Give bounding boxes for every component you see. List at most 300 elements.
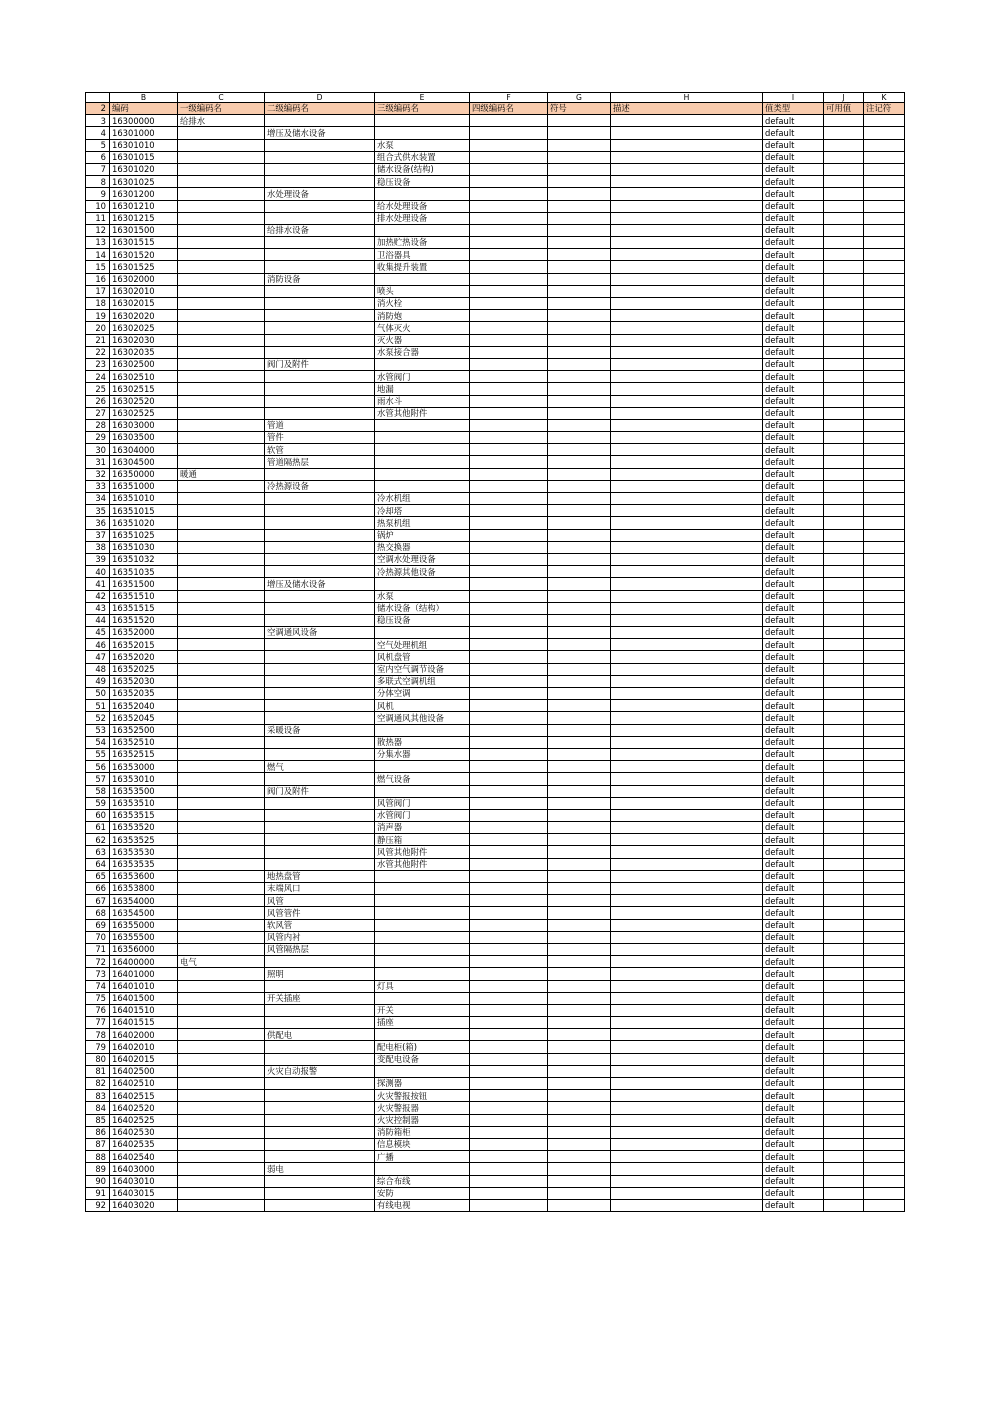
description-cell[interactable] [611, 322, 763, 334]
symbol-cell[interactable] [548, 639, 611, 651]
level2-name-cell[interactable] [265, 493, 375, 505]
value-type-cell[interactable]: default [763, 529, 824, 541]
code-cell[interactable]: 16302510 [110, 371, 178, 383]
annotation-cell[interactable] [864, 151, 905, 163]
available-values-cell[interactable] [824, 541, 864, 553]
level3-name-cell[interactable]: 空调通风其他设备 [375, 712, 470, 724]
level3-name-cell[interactable] [375, 444, 470, 456]
level4-name-cell[interactable] [470, 1017, 548, 1029]
level2-name-cell[interactable] [265, 736, 375, 748]
annotation-cell[interactable] [864, 956, 905, 968]
row-number[interactable]: 24 [86, 371, 110, 383]
symbol-cell[interactable] [548, 237, 611, 249]
level2-name-cell[interactable] [265, 541, 375, 553]
annotation-cell[interactable] [864, 468, 905, 480]
level3-name-cell[interactable] [375, 943, 470, 955]
row-number[interactable]: 89 [86, 1163, 110, 1175]
level1-name-cell[interactable] [178, 1078, 265, 1090]
level2-name-cell[interactable] [265, 1053, 375, 1065]
annotation-cell[interactable] [864, 444, 905, 456]
available-values-cell[interactable] [824, 590, 864, 602]
symbol-cell[interactable] [548, 761, 611, 773]
description-cell[interactable] [611, 566, 763, 578]
level2-name-cell[interactable]: 地热盘管 [265, 870, 375, 882]
column-letter-j[interactable]: J [824, 93, 864, 103]
annotation-cell[interactable] [864, 383, 905, 395]
symbol-cell[interactable] [548, 273, 611, 285]
level4-name-cell[interactable] [470, 590, 548, 602]
level4-name-cell[interactable] [470, 468, 548, 480]
available-values-cell[interactable] [824, 151, 864, 163]
level2-name-cell[interactable] [265, 139, 375, 151]
available-values-cell[interactable] [824, 1163, 864, 1175]
level4-name-cell[interactable] [470, 639, 548, 651]
available-values-cell[interactable] [824, 285, 864, 297]
available-values-cell[interactable] [824, 480, 864, 492]
value-type-cell[interactable]: default [763, 298, 824, 310]
available-values-cell[interactable] [824, 493, 864, 505]
value-type-cell[interactable]: default [763, 553, 824, 565]
symbol-cell[interactable] [548, 748, 611, 760]
symbol-cell[interactable] [548, 931, 611, 943]
description-cell[interactable] [611, 700, 763, 712]
level3-name-cell[interactable] [375, 919, 470, 931]
level4-name-cell[interactable] [470, 480, 548, 492]
available-values-cell[interactable] [824, 334, 864, 346]
level3-name-cell[interactable]: 水管阀门 [375, 809, 470, 821]
level4-name-cell[interactable] [470, 883, 548, 895]
symbol-cell[interactable] [548, 895, 611, 907]
symbol-cell[interactable] [548, 139, 611, 151]
column-letter-c[interactable]: C [178, 93, 265, 103]
description-cell[interactable] [611, 553, 763, 565]
level4-name-cell[interactable] [470, 1102, 548, 1114]
level4-name-cell[interactable] [470, 736, 548, 748]
value-type-cell[interactable]: default [763, 895, 824, 907]
level1-name-cell[interactable]: 暖通 [178, 468, 265, 480]
annotation-cell[interactable] [864, 943, 905, 955]
description-cell[interactable] [611, 200, 763, 212]
row-number[interactable]: 87 [86, 1138, 110, 1150]
value-type-cell[interactable]: default [763, 639, 824, 651]
level3-name-cell[interactable]: 热交换器 [375, 541, 470, 553]
description-cell[interactable] [611, 444, 763, 456]
annotation-cell[interactable] [864, 639, 905, 651]
row-number[interactable]: 3 [86, 115, 110, 127]
level2-name-cell[interactable] [265, 237, 375, 249]
value-type-cell[interactable]: default [763, 273, 824, 285]
row-number[interactable]: 15 [86, 261, 110, 273]
available-values-cell[interactable] [824, 968, 864, 980]
value-type-cell[interactable]: default [763, 980, 824, 992]
level2-name-cell[interactable] [265, 809, 375, 821]
row-number[interactable]: 19 [86, 310, 110, 322]
code-cell[interactable]: 16353010 [110, 773, 178, 785]
level1-name-cell[interactable] [178, 346, 265, 358]
available-values-cell[interactable] [824, 809, 864, 821]
description-cell[interactable] [611, 761, 763, 773]
level3-name-cell[interactable]: 空气处理机组 [375, 639, 470, 651]
description-cell[interactable] [611, 176, 763, 188]
level4-name-cell[interactable] [470, 614, 548, 626]
symbol-cell[interactable] [548, 1138, 611, 1150]
level4-name-cell[interactable] [470, 334, 548, 346]
available-values-cell[interactable] [824, 322, 864, 334]
level3-name-cell[interactable] [375, 956, 470, 968]
value-type-cell[interactable]: default [763, 1151, 824, 1163]
symbol-cell[interactable] [548, 980, 611, 992]
header-level4-name[interactable]: 四级编码名 [470, 103, 548, 115]
level3-name-cell[interactable]: 水管其他附件 [375, 858, 470, 870]
available-values-cell[interactable] [824, 797, 864, 809]
row-number[interactable]: 51 [86, 700, 110, 712]
level4-name-cell[interactable] [470, 419, 548, 431]
description-cell[interactable] [611, 298, 763, 310]
annotation-cell[interactable] [864, 553, 905, 565]
row-number[interactable]: 56 [86, 761, 110, 773]
level4-name-cell[interactable] [470, 1053, 548, 1065]
level4-name-cell[interactable] [470, 566, 548, 578]
level2-name-cell[interactable] [265, 505, 375, 517]
symbol-cell[interactable] [548, 176, 611, 188]
level1-name-cell[interactable] [178, 200, 265, 212]
level1-name-cell[interactable] [178, 943, 265, 955]
row-number[interactable]: 64 [86, 858, 110, 870]
value-type-cell[interactable]: default [763, 176, 824, 188]
symbol-cell[interactable] [548, 614, 611, 626]
level4-name-cell[interactable] [470, 688, 548, 700]
value-type-cell[interactable]: default [763, 127, 824, 139]
available-values-cell[interactable] [824, 785, 864, 797]
row-number[interactable]: 52 [86, 712, 110, 724]
level1-name-cell[interactable] [178, 1163, 265, 1175]
level2-name-cell[interactable]: 风管隔热层 [265, 943, 375, 955]
level1-name-cell[interactable] [178, 285, 265, 297]
value-type-cell[interactable]: default [763, 870, 824, 882]
level4-name-cell[interactable] [470, 517, 548, 529]
level4-name-cell[interactable] [470, 237, 548, 249]
description-cell[interactable] [611, 456, 763, 468]
level3-name-cell[interactable] [375, 968, 470, 980]
row-number[interactable]: 48 [86, 663, 110, 675]
annotation-cell[interactable] [864, 419, 905, 431]
level3-name-cell[interactable]: 风管阀门 [375, 797, 470, 809]
annotation-cell[interactable] [864, 493, 905, 505]
level4-name-cell[interactable] [470, 358, 548, 370]
description-cell[interactable] [611, 383, 763, 395]
level3-name-cell[interactable]: 安防 [375, 1187, 470, 1199]
annotation-cell[interactable] [864, 736, 905, 748]
value-type-cell[interactable]: default [763, 931, 824, 943]
level3-name-cell[interactable]: 冷热源其他设备 [375, 566, 470, 578]
symbol-cell[interactable] [548, 334, 611, 346]
symbol-cell[interactable] [548, 724, 611, 736]
annotation-cell[interactable] [864, 188, 905, 200]
available-values-cell[interactable] [824, 919, 864, 931]
value-type-cell[interactable]: default [763, 188, 824, 200]
level1-name-cell[interactable] [178, 261, 265, 273]
level4-name-cell[interactable] [470, 992, 548, 1004]
description-cell[interactable] [611, 1041, 763, 1053]
available-values-cell[interactable] [824, 395, 864, 407]
level1-name-cell[interactable] [178, 505, 265, 517]
level1-name-cell[interactable] [178, 1004, 265, 1016]
level2-name-cell[interactable] [265, 285, 375, 297]
symbol-cell[interactable] [548, 115, 611, 127]
row-number[interactable]: 27 [86, 407, 110, 419]
column-letter-f[interactable]: F [470, 93, 548, 103]
level3-name-cell[interactable] [375, 895, 470, 907]
description-cell[interactable] [611, 675, 763, 687]
code-cell[interactable]: 16351015 [110, 505, 178, 517]
level4-name-cell[interactable] [470, 285, 548, 297]
level3-name-cell[interactable] [375, 627, 470, 639]
column-letter-d[interactable]: D [265, 93, 375, 103]
level3-name-cell[interactable]: 变配电设备 [375, 1053, 470, 1065]
level1-name-cell[interactable] [178, 1138, 265, 1150]
annotation-cell[interactable] [864, 566, 905, 578]
level4-name-cell[interactable] [470, 834, 548, 846]
row-number[interactable]: 92 [86, 1199, 110, 1211]
available-values-cell[interactable] [824, 115, 864, 127]
available-values-cell[interactable] [824, 578, 864, 590]
value-type-cell[interactable]: default [763, 919, 824, 931]
column-letter-e[interactable]: E [375, 93, 470, 103]
available-values-cell[interactable] [824, 383, 864, 395]
annotation-cell[interactable] [864, 1078, 905, 1090]
level4-name-cell[interactable] [470, 931, 548, 943]
value-type-cell[interactable]: default [763, 1090, 824, 1102]
level1-name-cell[interactable] [178, 358, 265, 370]
symbol-cell[interactable] [548, 383, 611, 395]
annotation-cell[interactable] [864, 298, 905, 310]
level4-name-cell[interactable] [470, 1126, 548, 1138]
available-values-cell[interactable] [824, 1041, 864, 1053]
level1-name-cell[interactable] [178, 1053, 265, 1065]
annotation-cell[interactable] [864, 541, 905, 553]
row-number[interactable]: 60 [86, 809, 110, 821]
description-cell[interactable] [611, 651, 763, 663]
code-cell[interactable]: 16302515 [110, 383, 178, 395]
symbol-cell[interactable] [548, 188, 611, 200]
symbol-cell[interactable] [548, 553, 611, 565]
description-cell[interactable] [611, 480, 763, 492]
value-type-cell[interactable]: default [763, 322, 824, 334]
level4-name-cell[interactable] [470, 858, 548, 870]
symbol-cell[interactable] [548, 1053, 611, 1065]
description-cell[interactable] [611, 1090, 763, 1102]
description-cell[interactable] [611, 1102, 763, 1114]
value-type-cell[interactable]: default [763, 517, 824, 529]
level1-name-cell[interactable] [178, 517, 265, 529]
code-cell[interactable]: 16351520 [110, 614, 178, 626]
symbol-cell[interactable] [548, 432, 611, 444]
annotation-cell[interactable] [864, 663, 905, 675]
level1-name-cell[interactable] [178, 809, 265, 821]
row-number[interactable]: 34 [86, 493, 110, 505]
available-values-cell[interactable] [824, 224, 864, 236]
level3-name-cell[interactable]: 火灾警报按钮 [375, 1090, 470, 1102]
available-values-cell[interactable] [824, 834, 864, 846]
level3-name-cell[interactable]: 排水处理设备 [375, 212, 470, 224]
level3-name-cell[interactable] [375, 432, 470, 444]
available-values-cell[interactable] [824, 553, 864, 565]
level3-name-cell[interactable] [375, 127, 470, 139]
level1-name-cell[interactable] [178, 1175, 265, 1187]
code-cell[interactable]: 16351025 [110, 529, 178, 541]
annotation-cell[interactable] [864, 1138, 905, 1150]
level3-name-cell[interactable] [375, 578, 470, 590]
value-type-cell[interactable]: default [763, 285, 824, 297]
description-cell[interactable] [611, 249, 763, 261]
annotation-cell[interactable] [864, 980, 905, 992]
level3-name-cell[interactable]: 广播 [375, 1151, 470, 1163]
symbol-cell[interactable] [548, 834, 611, 846]
symbol-cell[interactable] [548, 627, 611, 639]
symbol-cell[interactable] [548, 517, 611, 529]
level4-name-cell[interactable] [470, 212, 548, 224]
level4-name-cell[interactable] [470, 627, 548, 639]
level1-name-cell[interactable] [178, 273, 265, 285]
code-cell[interactable]: 16301010 [110, 139, 178, 151]
level2-name-cell[interactable] [265, 310, 375, 322]
available-values-cell[interactable] [824, 298, 864, 310]
level3-name-cell[interactable] [375, 456, 470, 468]
level2-name-cell[interactable] [265, 1078, 375, 1090]
code-cell[interactable]: 16301025 [110, 176, 178, 188]
value-type-cell[interactable]: default [763, 237, 824, 249]
annotation-cell[interactable] [864, 407, 905, 419]
value-type-cell[interactable]: default [763, 1138, 824, 1150]
annotation-cell[interactable] [864, 724, 905, 736]
annotation-cell[interactable] [864, 371, 905, 383]
row-number[interactable]: 82 [86, 1078, 110, 1090]
level1-name-cell[interactable] [178, 419, 265, 431]
value-type-cell[interactable]: default [763, 1114, 824, 1126]
value-type-cell[interactable]: default [763, 1163, 824, 1175]
description-cell[interactable] [611, 614, 763, 626]
level1-name-cell[interactable] [178, 858, 265, 870]
symbol-cell[interactable] [548, 1187, 611, 1199]
symbol-cell[interactable] [548, 1065, 611, 1077]
value-type-cell[interactable]: default [763, 578, 824, 590]
symbol-cell[interactable] [548, 785, 611, 797]
value-type-cell[interactable]: default [763, 1041, 824, 1053]
level4-name-cell[interactable] [470, 188, 548, 200]
level2-name-cell[interactable] [265, 651, 375, 663]
description-cell[interactable] [611, 261, 763, 273]
level3-name-cell[interactable]: 加热贮热设备 [375, 237, 470, 249]
level1-name-cell[interactable] [178, 480, 265, 492]
available-values-cell[interactable] [824, 736, 864, 748]
level2-name-cell[interactable]: 给排水设备 [265, 224, 375, 236]
description-cell[interactable] [611, 1163, 763, 1175]
level4-name-cell[interactable] [470, 1078, 548, 1090]
description-cell[interactable] [611, 846, 763, 858]
level2-name-cell[interactable] [265, 1138, 375, 1150]
code-cell[interactable]: 16302025 [110, 322, 178, 334]
code-cell[interactable]: 16354500 [110, 907, 178, 919]
description-cell[interactable] [611, 1078, 763, 1090]
level2-name-cell[interactable] [265, 639, 375, 651]
available-values-cell[interactable] [824, 1151, 864, 1163]
level1-name-cell[interactable] [178, 590, 265, 602]
available-values-cell[interactable] [824, 1126, 864, 1138]
available-values-cell[interactable] [824, 432, 864, 444]
level3-name-cell[interactable]: 水管其他附件 [375, 407, 470, 419]
level4-name-cell[interactable] [470, 163, 548, 175]
code-cell[interactable]: 16355500 [110, 931, 178, 943]
code-cell[interactable]: 16301000 [110, 127, 178, 139]
level3-name-cell[interactable]: 水泵 [375, 139, 470, 151]
row-number[interactable]: 14 [86, 249, 110, 261]
available-values-cell[interactable] [824, 907, 864, 919]
level4-name-cell[interactable] [470, 1065, 548, 1077]
level4-name-cell[interactable] [470, 151, 548, 163]
code-cell[interactable]: 16351515 [110, 602, 178, 614]
symbol-cell[interactable] [548, 943, 611, 955]
level2-name-cell[interactable] [265, 468, 375, 480]
value-type-cell[interactable]: default [763, 468, 824, 480]
annotation-cell[interactable] [864, 785, 905, 797]
available-values-cell[interactable] [824, 748, 864, 760]
level2-name-cell[interactable] [265, 371, 375, 383]
row-number[interactable]: 47 [86, 651, 110, 663]
header-level2-name[interactable]: 二级编码名 [265, 103, 375, 115]
code-cell[interactable]: 16351035 [110, 566, 178, 578]
symbol-cell[interactable] [548, 163, 611, 175]
value-type-cell[interactable]: default [763, 846, 824, 858]
level2-name-cell[interactable] [265, 602, 375, 614]
row-number[interactable]: 75 [86, 992, 110, 1004]
level3-name-cell[interactable] [375, 480, 470, 492]
level3-name-cell[interactable] [375, 907, 470, 919]
level4-name-cell[interactable] [470, 870, 548, 882]
level2-name-cell[interactable] [265, 1017, 375, 1029]
available-values-cell[interactable] [824, 980, 864, 992]
level3-name-cell[interactable]: 喷头 [375, 285, 470, 297]
level4-name-cell[interactable] [470, 444, 548, 456]
code-cell[interactable]: 16402000 [110, 1029, 178, 1041]
level2-name-cell[interactable]: 阀门及附件 [265, 358, 375, 370]
level4-name-cell[interactable] [470, 809, 548, 821]
code-cell[interactable]: 16301520 [110, 249, 178, 261]
value-type-cell[interactable]: default [763, 1175, 824, 1187]
annotation-cell[interactable] [864, 1163, 905, 1175]
code-cell[interactable]: 16354000 [110, 895, 178, 907]
level1-name-cell[interactable] [178, 578, 265, 590]
symbol-cell[interactable] [548, 651, 611, 663]
level4-name-cell[interactable] [470, 273, 548, 285]
row-number[interactable]: 21 [86, 334, 110, 346]
level2-name-cell[interactable] [265, 748, 375, 760]
symbol-cell[interactable] [548, 675, 611, 687]
annotation-cell[interactable] [864, 858, 905, 870]
description-cell[interactable] [611, 517, 763, 529]
description-cell[interactable] [611, 724, 763, 736]
level3-name-cell[interactable]: 给水处理设备 [375, 200, 470, 212]
header-annotation[interactable]: 注记符 [864, 103, 905, 115]
level2-name-cell[interactable] [265, 688, 375, 700]
level2-name-cell[interactable] [265, 834, 375, 846]
value-type-cell[interactable]: default [763, 224, 824, 236]
level3-name-cell[interactable]: 开关 [375, 1004, 470, 1016]
description-cell[interactable] [611, 858, 763, 870]
level3-name-cell[interactable] [375, 931, 470, 943]
annotation-cell[interactable] [864, 1187, 905, 1199]
code-cell[interactable]: 16302500 [110, 358, 178, 370]
available-values-cell[interactable] [824, 139, 864, 151]
